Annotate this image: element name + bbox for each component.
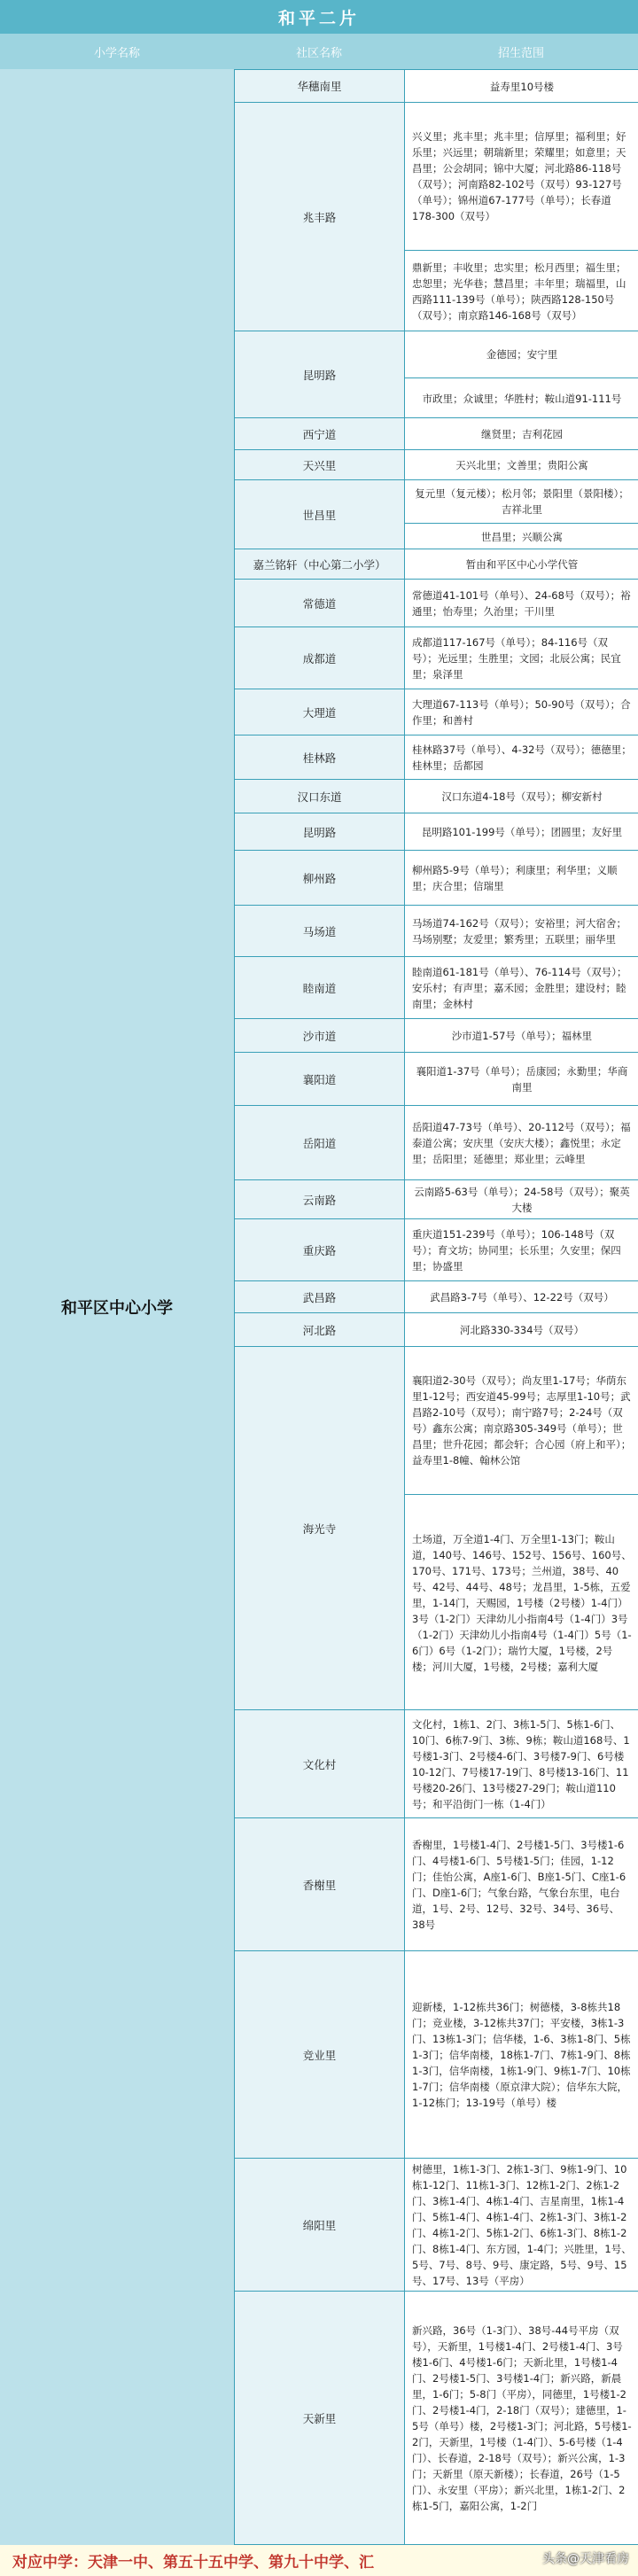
range-text: 益寿里10号楼 [489, 81, 555, 93]
enrollment-range-cell [404, 331, 638, 417]
community-name: 武昌路 [234, 1281, 404, 1312]
community-name: 天兴里 [234, 450, 404, 479]
school-name-cell [0, 69, 234, 2545]
header-range: 招生范围 [497, 46, 544, 60]
range-text: 桂林路37号（单号）、4-32号（双号）；德德里；桂林里；岳都园 [412, 743, 632, 772]
enrollment-range-text [405, 813, 638, 851]
community-name: 大理道 [234, 689, 404, 735]
enrollment-range-cell [404, 957, 638, 1018]
table-row [234, 1281, 638, 1313]
community-name: 睦南道 [234, 957, 404, 1018]
enrollment-range-text [405, 1951, 638, 2159]
enrollment-range-text [405, 627, 638, 689]
enrollment-range-text [405, 103, 638, 250]
enrollment-range-text [405, 1281, 638, 1313]
table-row [234, 1106, 638, 1180]
enrollment-range-cell [404, 70, 638, 102]
enrollment-range-text [405, 957, 638, 1019]
community-name: 河北路 [234, 1313, 404, 1346]
community-name: 桂林路 [234, 735, 404, 779]
enrollment-range-text [405, 1053, 638, 1106]
enrollment-range-text [405, 851, 638, 906]
table-row [234, 851, 638, 906]
range-text: 复元里（复元楼）；松月邻；景阳里（景阳楼）；吉祥北里 [415, 487, 629, 516]
enrollment-range-cell [404, 1313, 638, 1346]
enrollment-range-cell [404, 580, 638, 626]
range-text: 兴义里；兆丰里；兆丰里；信厚里；福利里；好乐里；兴远里；朝瑞新里；荣耀里；如意里；天昌里；公会胡同；锦中大厦；河北路86-118号（双号）；河南路82-102号（双号）93-127号（单号）；锦州道67-177号（单号）；长春道178-300（双号） [412, 130, 626, 222]
enrollment-range-cell [404, 103, 638, 331]
enrollment-range-cell [404, 549, 638, 579]
range-text: 襄阳道1-37号（单号）；岳康园；永勤里；华商南里 [416, 1065, 628, 1093]
community-name: 昆明路 [234, 813, 404, 850]
enrollment-range-text [405, 2159, 638, 2292]
range-text: 岳阳道47-73号（单号）、20-112号（双号）；福泰道公寓；安庆里（安庆大楼）；鑫悦里；永定里；岳阳里；延德里；郑业里；云峰里 [412, 1121, 631, 1165]
table-row [234, 813, 638, 851]
table-row [234, 1313, 638, 1347]
table-row [234, 69, 638, 103]
table-row [234, 103, 638, 331]
community-name: 成都道 [234, 627, 404, 689]
community-name: 沙市道 [234, 1019, 404, 1052]
community-name: 兆丰路 [234, 103, 404, 331]
community-name: 西宁道 [234, 418, 404, 449]
section-title-text: 和平二片 [277, 8, 360, 28]
enrollment-range-text [405, 450, 638, 480]
community-name: 马场道 [234, 906, 404, 956]
enrollment-range-cell [404, 1053, 638, 1105]
enrollment-range-text [405, 250, 638, 331]
enrollment-range-cell [404, 480, 638, 549]
enrollment-range-text [405, 1106, 638, 1180]
header-community: 社区名称 [295, 46, 342, 60]
range-text: 马场道74-162号（双号）；安裕里；河大宿舍；马场别墅；友爱里；繁秀里；五联里；丽华里 [412, 917, 626, 946]
range-text: 睦南道61-181号（单号）、76-114号（双号）；安乐村；有声里；嘉禾园；金胜里；建设村；睦南里；金林村 [412, 966, 627, 1010]
community-name: 华穗南里 [234, 70, 404, 102]
range-text: 新兴路，36号（1-3门）、38号-44号平房（双号），天新里，1号楼1-4门、2号楼1-4门、3号楼1-6门、4号楼1-6门；天新北里，1号楼1-4门、2号楼1-5门、3号楼1-4门；新兴路，新晨里，1-6门；5-8门（平房），同德里，1号楼1-2门、2号楼1-4门，2-18门（双号）；建德里，1-5号（单号）楼，2号楼1-3门；河北路，5号楼1-2门，天新里，1号楼（1-4门）、5-6号楼（1-4门）、长春道，2-18号（双号）；新兴公寓，1-3门；天新里（原天新楼）；长春道，26号（1-5门）、永安里（平房）；新兴北里，1栋1-2门、2栋1-5门，嘉阳公寓，1-2门 [412, 2324, 632, 2512]
enrollment-range-cell [404, 1106, 638, 1179]
enrollment-range-cell [404, 1347, 638, 1709]
table-row [234, 689, 638, 735]
enrollment-range-cell [404, 1219, 638, 1280]
community-name: 汉口东道 [234, 780, 404, 813]
enrollment-range-text [405, 735, 638, 780]
table-row [234, 1019, 638, 1053]
enrollment-range-text [405, 549, 638, 580]
watermark: 头条@天津看房 [542, 2552, 629, 2566]
table-row [234, 1818, 638, 1951]
table-row [234, 1951, 638, 2159]
enrollment-range-text [405, 418, 638, 450]
school-name: 和平区中心小学 [61, 1299, 173, 1318]
range-text: 武昌路3-7号（单号）、12-22号（双号） [430, 1291, 614, 1304]
table-row [234, 2159, 638, 2292]
range-text: 河北路330-334号（双号） [459, 1324, 585, 1336]
range-text: 沙市道1-57号（单号）；福林里 [451, 1030, 593, 1042]
range-text: 常德道41-101号（单号）、24-68号（双号）；裕通里；怡寿里；久治里；干川里 [412, 589, 631, 618]
community-name: 常德道 [234, 580, 404, 626]
table-row [234, 780, 638, 813]
community-name: 嘉兰铭轩（中心第二小学） [234, 549, 404, 579]
range-text: 天兴北里；文善里；贵阳公寓 [455, 459, 588, 471]
table-row [234, 331, 638, 418]
table-row [234, 906, 638, 957]
enrollment-range-cell [404, 450, 638, 479]
enrollment-range-cell [404, 627, 638, 689]
enrollment-range-cell [404, 813, 638, 850]
table-row [234, 1710, 638, 1818]
community-name: 岳阳道 [234, 1106, 404, 1179]
range-text: 柳州路5-9号（单号）；利康里；利华里；义顺里；庆合里；信瑞里 [412, 864, 618, 892]
enrollment-range-cell [404, 418, 638, 449]
table-row [234, 1347, 638, 1710]
enrollment-range-cell [404, 2159, 638, 2291]
table-row [234, 627, 638, 689]
enrollment-range-cell [404, 1818, 638, 1950]
table-row [234, 580, 638, 627]
enrollment-range-cell [404, 1710, 638, 1817]
range-text: 继贤里；吉利花园 [481, 428, 563, 440]
enrollment-range-cell [404, 780, 638, 813]
footer-text: 对应中学：天津一中、第五十五中学、第九十中学、汇 [12, 2554, 374, 2572]
enrollment-range-cell [404, 1180, 638, 1218]
table-row [234, 1180, 638, 1219]
table-header [0, 34, 638, 69]
enrollment-range-text [405, 2292, 638, 2545]
range-text: 金德园；安宁里 [486, 348, 558, 361]
enrollment-range-cell [404, 735, 638, 779]
header-school: 小学名称 [93, 46, 140, 60]
enrollment-range-cell [404, 2292, 638, 2544]
enrollment-range-text [405, 1019, 638, 1053]
range-text: 昆明路101-199号（单号）；团圆里；友好里 [421, 826, 623, 838]
range-text: 重庆道151-239号（单号）；106-148号（双号）；育文坊；协同里；长乐里；久安里；保四里；协盛里 [412, 1228, 621, 1272]
range-text: 成都道117-167号（单号）；84-116号（双号）；光远里；生胜里；文园；北辰公寓；民宜里；泉泽里 [412, 636, 621, 681]
enrollment-range-text [405, 1219, 638, 1281]
enrollment-range-cell [404, 851, 638, 905]
enrollment-range-text [405, 1710, 638, 1818]
table-row [234, 957, 638, 1019]
table-row [234, 1219, 638, 1281]
community-name: 襄阳道 [234, 1053, 404, 1105]
section-title [0, 0, 638, 34]
range-text: 土场道，万全道1-4门、万全里1-13门；鞍山道，140号、146号、152号、156号、160号、170号、171号、173号；兰州道，38号、40号、42号、44号、48号；龙昌里，1-5栋，五爱里，1-14门，天赐园，1号楼（2号楼）1-4门）3号（1-2门）天津幼儿小指南4号（1-4门）3号（1-2门）天津幼儿小指南4号（1-4门）5号（1-6门）6号（1-2门）；瑞竹大厦，1号楼，2号楼；河川大厦，1号楼，2号楼；嘉利大厦 [412, 1532, 632, 1673]
community-name: 海光寺 [234, 1347, 404, 1709]
range-text: 世昌里；兴顺公寓 [481, 530, 563, 543]
range-text: 香榭里，1号楼1-4门、2号楼1-5门、3号楼1-6门、4号楼1-6门、5号楼1-5门；佳园，1-12门；佳怡公寓，A座1-6门、B座1-5门、C座1-6门、D座1-6门；气象台路，气象台东里，电台道，1号、2号、12号、32号、34号、36号、38号 [412, 1839, 626, 1931]
community-name: 文化村 [234, 1710, 404, 1817]
range-text: 市政里；众诚里；华胜村；鞍山道91-111号 [422, 392, 622, 405]
range-text: 文化村，1栋1、2门、3栋1-5门、5栋1-6门、10门、6栋7-9门、3栋、9栋；鞍山道168号、1号楼1-3门、2号楼4-6门、3号楼7-9门、6号楼10-12门、7号楼17-19门、8号楼13-16门、11号楼20-26门、13号楼27-29门；鞍山道110号；和平沿街门一栋（1-4门） [412, 1718, 630, 1810]
enrollment-range-cell [404, 1951, 638, 2158]
table-row [234, 450, 638, 480]
table-row [234, 549, 638, 580]
community-name: 柳州路 [234, 851, 404, 905]
community-name: 世昌里 [234, 480, 404, 549]
enrollment-range-cell [404, 1281, 638, 1312]
range-text: 暂由和平区中心小学代管 [465, 558, 579, 571]
enrollment-range-text [405, 906, 638, 957]
enrollment-range-text [405, 780, 638, 813]
community-name: 昆明路 [234, 331, 404, 417]
enrollment-range-text [405, 580, 638, 627]
enrollment-range-text [405, 480, 638, 523]
community-name: 绵阳里 [234, 2159, 404, 2291]
range-text: 树德里，1栋1-3门、2栋1-3门、9栋1-9门、10栋1-12门、11栋1-3门、12栋1-2门、2栋1-2门、3栋1-4门、4栋1-4门、吉星南里，1栋1-4门、5栋1-4门、4栋1-4门、2栋1-3门、3栋1-2门、4栋1-2门、5栋1-2门、6栋1-3门、8栋1-2门、8栋1-4门、东方园，1-4门；兴胜里，1号、5号、7号、8号、9号、康定路，5号、9号、15号、17号、13号（平房） [412, 2163, 632, 2287]
enrollment-range-text [405, 1818, 638, 1951]
community-name: 竞业里 [234, 1951, 404, 2158]
table-row [234, 1053, 638, 1106]
enrollment-range-text [405, 1494, 638, 1710]
community-name: 云南路 [234, 1180, 404, 1218]
enrollment-range-text [405, 523, 638, 549]
enrollment-range-cell [404, 689, 638, 735]
enrollment-range-text [405, 689, 638, 735]
enrollment-range-cell [404, 1019, 638, 1052]
range-text: 迎新楼，1-12栋共36门；树德楼，3-8栋共18门；竞业楼，3-12栋共37门；平安楼，3栋1-3门、13栋1-3门；信华楼，1-6、3栋1-8门、5栋1-3门；信华南楼，18栋1-7门、7栋1-9门、8栋1-3门，信华南楼，1栋1-9门、9栋1-7门、10栋1-7门；信华南楼（原京津大院）；信华东大院，1-12栋门；13-19号（单号）楼 [412, 2001, 631, 2109]
range-text: 云南路5-63号（单号）；24-58号（双号）；聚英大楼 [414, 1186, 630, 1214]
enrollment-range-cell [404, 906, 638, 956]
range-text: 襄阳道2-30号（双号）；尚友里1-17号；华荫东里1-12号；西安道45-99号；志厚里1-10号；武昌路2-10号（双号）；南宁路7号；2-24号（双号）鑫东公寓；南京路305-349号（单号）；世昌里；世升花园；都会轩；合心园（府上和平）；益寿里1-8幢、翰林公馆 [412, 1374, 632, 1467]
enrollment-range-text [405, 1347, 638, 1494]
range-text: 鼎新里；丰收里；忠实里；松月西里；福生里；忠恕里；光华巷；慧昌里；丰年里；瑞福里，山西路111-139号（单号）；陕西路128-150号（双号）；南京路146-168号（双号） [412, 261, 626, 322]
enrollment-range-text [405, 377, 638, 418]
community-name: 香榭里 [234, 1818, 404, 1950]
community-name: 天新里 [234, 2292, 404, 2544]
enrollment-range-text [405, 1180, 638, 1219]
enrollment-range-text [405, 70, 638, 104]
range-text: 汉口东道4-18号（双号）；柳安新村 [441, 790, 603, 803]
table-row [234, 2292, 638, 2545]
table-row [234, 418, 638, 450]
table-row [234, 480, 638, 549]
range-text: 大理道67-113号（单号）；50-90号（双号）；合作里；和善村 [412, 698, 631, 727]
enrollment-range-text [405, 1313, 638, 1347]
table-row [234, 735, 638, 780]
community-name: 重庆路 [234, 1219, 404, 1280]
enrollment-range-text [405, 331, 638, 377]
